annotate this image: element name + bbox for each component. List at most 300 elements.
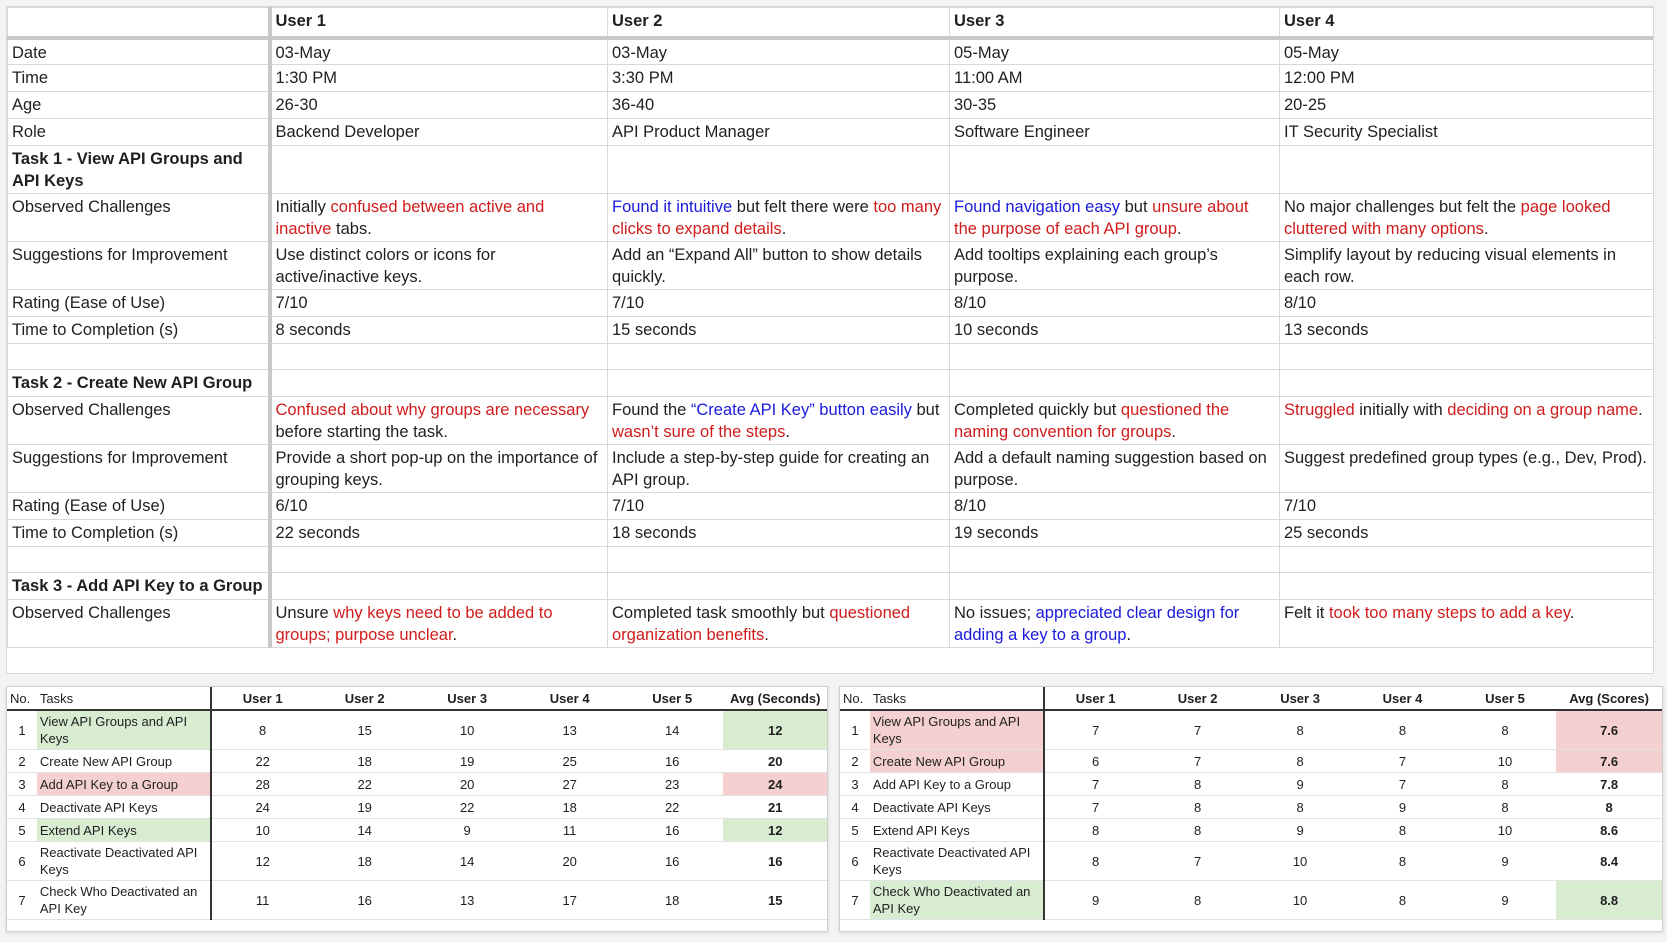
user-value-cell[interactable]: 16 bbox=[621, 750, 724, 773]
usability-sheet[interactable] bbox=[6, 6, 1654, 674]
text-run: initially with bbox=[1354, 401, 1448, 419]
average-cell[interactable]: 24 bbox=[723, 773, 827, 796]
row-label[interactable]: Age bbox=[8, 92, 270, 119]
user-value-cell[interactable]: 19 bbox=[313, 796, 416, 819]
col-user5-header: User 5 bbox=[621, 687, 724, 710]
task-name-cell[interactable]: Create New API Group bbox=[870, 750, 1044, 773]
meta-value[interactable]: Backend Developer bbox=[270, 119, 608, 146]
row-label[interactable]: Time to Completion (s) bbox=[8, 520, 270, 547]
row-number[interactable]: 2 bbox=[7, 750, 37, 773]
col-user5-header: User 5 bbox=[1454, 687, 1556, 710]
suggestion-cell[interactable]: Suggest predefined group types (e.g., Dev, Prod). bbox=[1280, 445, 1654, 493]
text-run: . bbox=[1176, 220, 1182, 238]
user-value-cell[interactable]: 24 bbox=[211, 796, 314, 819]
meta-value[interactable]: Software Engineer bbox=[950, 119, 1280, 146]
user-value-cell[interactable]: 18 bbox=[313, 750, 416, 773]
rating-cell[interactable]: 8/10 bbox=[950, 290, 1280, 317]
average-cell[interactable]: 12 bbox=[723, 710, 827, 750]
user-value-cell[interactable]: 8 bbox=[1351, 710, 1453, 750]
task-name-cell[interactable]: Add API Key to a Group bbox=[870, 773, 1044, 796]
col-tasks-header: Tasks bbox=[870, 687, 1044, 710]
score-summary-panel bbox=[839, 686, 1663, 932]
text-run: tabs. bbox=[331, 220, 372, 238]
user-value-cell[interactable]: 10 bbox=[1249, 881, 1351, 920]
observed-cell[interactable] bbox=[1280, 600, 1654, 648]
text-run: appreciated clear design for adding a key to a group bbox=[954, 604, 1240, 644]
empty-cell[interactable] bbox=[950, 573, 1280, 600]
text-run: Felt it bbox=[1284, 604, 1329, 622]
user-value-cell[interactable]: 8 bbox=[1454, 796, 1556, 819]
summary-row bbox=[840, 881, 1662, 920]
user-value-cell[interactable]: 27 bbox=[518, 773, 621, 796]
time-cell[interactable]: 8 seconds bbox=[270, 317, 608, 344]
summary-row bbox=[840, 750, 1662, 773]
row-label[interactable]: Rating (Ease of Use) bbox=[8, 290, 270, 317]
text-run: . bbox=[764, 626, 769, 644]
text-run: questioned organization benefits bbox=[612, 604, 911, 644]
task-title-row bbox=[8, 573, 1654, 600]
average-cell[interactable]: 20 bbox=[723, 750, 827, 773]
row-label[interactable]: Rating (Ease of Use) bbox=[8, 493, 270, 520]
user-value-cell[interactable]: 11 bbox=[211, 881, 314, 920]
empty-cell[interactable] bbox=[270, 370, 608, 397]
text-run: page looked cluttered with many options bbox=[1284, 198, 1611, 238]
empty-cell[interactable] bbox=[608, 146, 950, 194]
task-name-cell[interactable]: Create New API Group bbox=[37, 750, 211, 773]
observed-cell[interactable] bbox=[950, 194, 1280, 242]
empty-cell[interactable] bbox=[608, 370, 950, 397]
spacer-cell[interactable] bbox=[608, 344, 950, 370]
header-user-1[interactable]: User 1 bbox=[270, 8, 608, 38]
user-value-cell[interactable]: 7 bbox=[1146, 842, 1248, 881]
average-cell[interactable]: 7.8 bbox=[1556, 773, 1662, 796]
task-name-cell[interactable]: Deactivate API Keys bbox=[37, 796, 211, 819]
observed-cell[interactable] bbox=[270, 397, 608, 445]
spacer-row bbox=[8, 344, 1654, 370]
score-summary-table bbox=[840, 687, 1662, 920]
time-row bbox=[8, 520, 1654, 547]
summary-row bbox=[7, 750, 827, 773]
text-run: “Create API Key” button easily bbox=[690, 401, 912, 419]
text-run: but bbox=[911, 401, 940, 419]
rating-cell[interactable]: 7/10 bbox=[270, 290, 608, 317]
user-value-cell[interactable]: 8 bbox=[1146, 819, 1248, 842]
text-run: . bbox=[1638, 401, 1643, 419]
user-value-cell[interactable]: 18 bbox=[313, 842, 416, 881]
spacer-cell[interactable] bbox=[1280, 344, 1654, 370]
text-run: Found it intuitive bbox=[612, 198, 733, 216]
user-value-cell[interactable]: 22 bbox=[416, 796, 519, 819]
row-number[interactable]: 5 bbox=[840, 819, 870, 842]
text-run: Found navigation easy bbox=[954, 198, 1121, 216]
user-value-cell[interactable]: 10 bbox=[416, 710, 519, 750]
user-value-cell[interactable]: 17 bbox=[518, 881, 621, 920]
rating-row bbox=[8, 493, 1654, 520]
user-value-cell[interactable]: 8 bbox=[1351, 819, 1453, 842]
meta-value[interactable]: 12:00 PM bbox=[1280, 65, 1654, 92]
col-user3-header: User 3 bbox=[1249, 687, 1351, 710]
meta-value[interactable]: 26-30 bbox=[270, 92, 608, 119]
observed-row bbox=[8, 600, 1654, 648]
observed-cell[interactable] bbox=[608, 397, 950, 445]
task-title[interactable]: Task 2 - Create New API Group bbox=[8, 370, 270, 397]
spacer-cell[interactable] bbox=[8, 344, 270, 370]
user-value-cell[interactable]: 9 bbox=[1454, 881, 1556, 920]
summary-row bbox=[840, 773, 1662, 796]
user-value-cell[interactable]: 7 bbox=[1146, 750, 1248, 773]
user-value-cell[interactable]: 7 bbox=[1044, 773, 1146, 796]
corner-cell[interactable] bbox=[8, 8, 270, 38]
observed-cell[interactable] bbox=[950, 600, 1280, 648]
user-value-cell[interactable]: 7 bbox=[1351, 750, 1453, 773]
header-user-2[interactable]: User 2 bbox=[608, 8, 950, 38]
suggestion-cell[interactable]: Add tooltips explaining each group’s purpose. bbox=[950, 242, 1280, 290]
user-value-cell[interactable]: 6 bbox=[1044, 750, 1146, 773]
empty-cell[interactable] bbox=[1280, 573, 1654, 600]
user-value-cell[interactable]: 16 bbox=[621, 842, 724, 881]
time-cell[interactable]: 25 seconds bbox=[1280, 520, 1654, 547]
spacer-cell[interactable] bbox=[270, 344, 608, 370]
meta-value[interactable]: 05-May bbox=[1280, 38, 1654, 65]
meta-value[interactable]: 11:00 AM bbox=[950, 65, 1280, 92]
suggestion-cell[interactable]: Include a step-by-step guide for creating an API group. bbox=[608, 445, 950, 493]
row-label[interactable]: Observed Challenges bbox=[8, 397, 270, 445]
user-value-cell[interactable]: 28 bbox=[211, 773, 314, 796]
task-name-cell[interactable]: Check Who Deactivated an API Key bbox=[37, 881, 211, 920]
user-value-cell[interactable]: 7 bbox=[1351, 773, 1453, 796]
summary-row bbox=[840, 710, 1662, 750]
row-number[interactable]: 1 bbox=[7, 710, 37, 750]
rating-cell[interactable]: 7/10 bbox=[1280, 493, 1654, 520]
task-name-cell[interactable]: Reactivate Deactivated API Keys bbox=[870, 842, 1044, 881]
time-cell[interactable]: 15 seconds bbox=[608, 317, 950, 344]
text-run: No issues; bbox=[954, 604, 1036, 622]
col-no-header: No. bbox=[7, 687, 37, 710]
user-value-cell[interactable]: 20 bbox=[416, 773, 519, 796]
user-value-cell[interactable]: 14 bbox=[416, 842, 519, 881]
text-run: took too many steps to add a key bbox=[1328, 604, 1570, 622]
row-number[interactable]: 2 bbox=[840, 750, 870, 773]
empty-cell[interactable] bbox=[608, 573, 950, 600]
suggestion-cell[interactable]: Add a default naming suggestion based on purpose. bbox=[950, 445, 1280, 493]
text-run: Initially bbox=[275, 198, 331, 216]
row-label[interactable]: Suggestions for Improvement bbox=[8, 445, 270, 493]
task-name-cell[interactable]: Deactivate API Keys bbox=[870, 796, 1044, 819]
task-name-cell[interactable]: Check Who Deactivated an API Key bbox=[870, 881, 1044, 920]
average-cell[interactable]: 12 bbox=[723, 819, 827, 842]
rating-cell[interactable]: 7/10 bbox=[608, 290, 950, 317]
time-cell[interactable]: 18 seconds bbox=[608, 520, 950, 547]
task-name-cell[interactable]: View API Groups and API Keys bbox=[870, 710, 1044, 750]
row-number[interactable]: 4 bbox=[840, 796, 870, 819]
user-value-cell[interactable]: 16 bbox=[313, 881, 416, 920]
text-run: but bbox=[1120, 198, 1153, 216]
observed-row bbox=[8, 397, 1654, 445]
meta-row-time bbox=[8, 65, 1654, 92]
time-cell[interactable]: 19 seconds bbox=[950, 520, 1280, 547]
task-name-cell[interactable]: Add API Key to a Group bbox=[37, 773, 211, 796]
user-value-cell[interactable]: 22 bbox=[621, 796, 724, 819]
score-header-row bbox=[840, 687, 1662, 710]
user-value-cell[interactable]: 15 bbox=[313, 710, 416, 750]
meta-value[interactable]: API Product Manager bbox=[608, 119, 950, 146]
rating-cell[interactable]: 6/10 bbox=[270, 493, 608, 520]
spacer-cell[interactable] bbox=[270, 547, 608, 573]
user-value-cell[interactable]: 8 bbox=[211, 710, 314, 750]
user-value-cell[interactable]: 9 bbox=[416, 819, 519, 842]
user-value-cell[interactable]: 22 bbox=[211, 750, 314, 773]
user-value-cell[interactable]: 9 bbox=[1249, 773, 1351, 796]
summary-row bbox=[840, 796, 1662, 819]
user-value-cell[interactable]: 9 bbox=[1249, 819, 1351, 842]
meta-value[interactable]: 05-May bbox=[950, 38, 1280, 65]
average-cell[interactable]: 21 bbox=[723, 796, 827, 819]
row-number[interactable]: 6 bbox=[7, 842, 37, 881]
usability-grid bbox=[7, 7, 1654, 648]
summary-row bbox=[7, 796, 827, 819]
meta-value[interactable]: IT Security Specialist bbox=[1280, 119, 1654, 146]
task-title[interactable]: Task 3 - Add API Key to a Group bbox=[8, 573, 270, 600]
user-value-cell[interactable]: 8 bbox=[1454, 773, 1556, 796]
text-run: wasn’t sure of the steps bbox=[612, 423, 786, 441]
meta-value[interactable]: 03-May bbox=[270, 38, 608, 65]
spacer-cell[interactable] bbox=[950, 344, 1280, 370]
meta-row-age bbox=[8, 92, 1654, 119]
user-value-cell[interactable]: 11 bbox=[518, 819, 621, 842]
text-run: Found the bbox=[612, 401, 691, 419]
user-value-cell[interactable]: 7 bbox=[1044, 796, 1146, 819]
time-row bbox=[8, 317, 1654, 344]
user-value-cell[interactable]: 8 bbox=[1454, 710, 1556, 750]
summary-row bbox=[7, 773, 827, 796]
observed-cell[interactable] bbox=[270, 600, 608, 648]
observed-cell[interactable] bbox=[1280, 194, 1654, 242]
task-title-row bbox=[8, 146, 1654, 194]
time-summary-panel bbox=[6, 686, 828, 932]
user-value-cell[interactable]: 8 bbox=[1146, 881, 1248, 920]
text-run: Unsure bbox=[275, 604, 334, 622]
user-value-cell[interactable]: 9 bbox=[1044, 881, 1146, 920]
text-run: Struggled bbox=[1284, 401, 1355, 419]
average-cell[interactable]: 7.6 bbox=[1556, 750, 1662, 773]
user-value-cell[interactable]: 22 bbox=[313, 773, 416, 796]
rating-cell[interactable]: 8/10 bbox=[1280, 290, 1654, 317]
text-run: . bbox=[1483, 220, 1489, 238]
average-cell[interactable]: 7.6 bbox=[1556, 710, 1662, 750]
user-value-cell[interactable]: 8 bbox=[1351, 881, 1453, 920]
meta-value[interactable]: 3:30 PM bbox=[608, 65, 950, 92]
user-value-cell[interactable]: 18 bbox=[518, 796, 621, 819]
suggestion-cell[interactable]: Add an “Expand All” button to show details quickly. bbox=[608, 242, 950, 290]
user-value-cell[interactable]: 8 bbox=[1249, 750, 1351, 773]
summary-row bbox=[7, 881, 827, 920]
row-label[interactable]: Observed Challenges bbox=[8, 194, 270, 242]
task-title[interactable]: Task 1 - View API Groups and API Keys bbox=[8, 146, 270, 194]
suggestion-cell[interactable]: Provide a short pop-up on the importance of grouping keys. bbox=[270, 445, 608, 493]
col-tasks-header: Tasks bbox=[37, 687, 211, 710]
col-user1-header: User 1 bbox=[1044, 687, 1146, 710]
user-value-cell[interactable]: 10 bbox=[1454, 819, 1556, 842]
col-user4-header: User 4 bbox=[1351, 687, 1453, 710]
text-run: too many clicks to expand details bbox=[612, 198, 942, 238]
empty-cell[interactable] bbox=[270, 573, 608, 600]
user-value-cell[interactable]: 8 bbox=[1351, 842, 1453, 881]
row-label[interactable]: Time to Completion (s) bbox=[8, 317, 270, 344]
summary-row bbox=[840, 842, 1662, 881]
header-row bbox=[8, 8, 1654, 38]
average-cell[interactable]: 8.8 bbox=[1556, 881, 1662, 920]
observed-cell[interactable] bbox=[270, 194, 608, 242]
observed-cell[interactable] bbox=[1280, 397, 1654, 445]
row-number[interactable]: 6 bbox=[840, 842, 870, 881]
average-cell[interactable]: 16 bbox=[723, 842, 827, 881]
user-value-cell[interactable]: 19 bbox=[416, 750, 519, 773]
user-value-cell[interactable]: 23 bbox=[621, 773, 724, 796]
user-value-cell[interactable]: 16 bbox=[621, 819, 724, 842]
meta-value[interactable]: 20-25 bbox=[1280, 92, 1654, 119]
average-cell[interactable]: 8.6 bbox=[1556, 819, 1662, 842]
text-run: deciding on a group name bbox=[1447, 401, 1639, 419]
user-value-cell[interactable]: 8 bbox=[1044, 842, 1146, 881]
col-user1-header: User 1 bbox=[211, 687, 314, 710]
row-label[interactable]: Role bbox=[8, 119, 270, 146]
task-name-cell[interactable]: Reactivate Deactivated API Keys bbox=[37, 842, 211, 881]
user-value-cell[interactable]: 10 bbox=[211, 819, 314, 842]
time-cell[interactable]: 22 seconds bbox=[270, 520, 608, 547]
task-name-cell[interactable]: Extend API Keys bbox=[870, 819, 1044, 842]
summary-row bbox=[7, 710, 827, 750]
summary-row bbox=[7, 819, 827, 842]
user-value-cell[interactable]: 8 bbox=[1146, 796, 1248, 819]
row-number[interactable]: 3 bbox=[7, 773, 37, 796]
col-user3-header: User 3 bbox=[416, 687, 519, 710]
col-avg-header: Avg (Seconds) bbox=[723, 687, 827, 710]
text-run: . bbox=[1569, 604, 1575, 622]
text-run: before starting the task. bbox=[275, 423, 448, 441]
user-value-cell[interactable]: 12 bbox=[211, 842, 314, 881]
average-cell[interactable]: 15 bbox=[723, 881, 827, 920]
text-run: Completed quickly but bbox=[954, 401, 1121, 419]
spacer-cell[interactable] bbox=[950, 547, 1280, 573]
observed-cell[interactable] bbox=[950, 397, 1280, 445]
suggestions-row bbox=[8, 445, 1654, 493]
meta-value[interactable]: 03-May bbox=[608, 38, 950, 65]
text-run: . bbox=[781, 220, 787, 238]
empty-cell[interactable] bbox=[950, 370, 1280, 397]
text-run: . bbox=[785, 423, 790, 441]
user-value-cell[interactable]: 18 bbox=[621, 881, 724, 920]
observed-cell[interactable] bbox=[608, 600, 950, 648]
col-user2-header: User 2 bbox=[1146, 687, 1248, 710]
row-number[interactable]: 4 bbox=[7, 796, 37, 819]
text-run: No major challenges but felt the bbox=[1284, 198, 1521, 216]
text-run: unsure about the purpose of each API group bbox=[954, 198, 1249, 238]
row-number[interactable]: 3 bbox=[840, 773, 870, 796]
empty-cell[interactable] bbox=[1280, 146, 1654, 194]
spacer-row bbox=[8, 547, 1654, 573]
row-number[interactable]: 7 bbox=[7, 881, 37, 920]
user-value-cell[interactable]: 14 bbox=[621, 710, 724, 750]
user-value-cell[interactable]: 10 bbox=[1249, 842, 1351, 881]
user-value-cell[interactable]: 7 bbox=[1146, 710, 1248, 750]
user-value-cell[interactable]: 9 bbox=[1351, 796, 1453, 819]
meta-value[interactable]: 30-35 bbox=[950, 92, 1280, 119]
empty-cell[interactable] bbox=[950, 146, 1280, 194]
meta-row-date bbox=[8, 38, 1654, 65]
header-user-3[interactable]: User 3 bbox=[950, 8, 1280, 38]
spacer-cell[interactable] bbox=[1280, 547, 1654, 573]
row-number[interactable]: 7 bbox=[840, 881, 870, 920]
text-run: why keys need to be added to groups; purpose unclear bbox=[275, 604, 553, 644]
row-number[interactable]: 5 bbox=[7, 819, 37, 842]
user-value-cell[interactable]: 8 bbox=[1249, 796, 1351, 819]
text-run: . bbox=[1126, 626, 1132, 644]
col-user4-header: User 4 bbox=[518, 687, 621, 710]
time-header-row bbox=[7, 687, 827, 710]
task-name-cell[interactable]: Extend API Keys bbox=[37, 819, 211, 842]
col-avg-header: Avg (Scores) bbox=[1556, 687, 1662, 710]
header-user-4[interactable]: User 4 bbox=[1280, 8, 1654, 38]
text-run: Completed task smoothly but bbox=[612, 604, 830, 622]
user-value-cell[interactable]: 25 bbox=[518, 750, 621, 773]
row-label[interactable]: Date bbox=[8, 38, 270, 65]
task-name-cell[interactable]: View API Groups and API Keys bbox=[37, 710, 211, 750]
meta-value[interactable]: 1:30 PM bbox=[270, 65, 608, 92]
time-cell[interactable]: 13 seconds bbox=[1280, 317, 1654, 344]
user-value-cell[interactable]: 14 bbox=[313, 819, 416, 842]
meta-row-role bbox=[8, 119, 1654, 146]
rating-cell[interactable]: 7/10 bbox=[608, 493, 950, 520]
user-value-cell[interactable]: 9 bbox=[1454, 842, 1556, 881]
observed-cell[interactable] bbox=[608, 194, 950, 242]
suggestions-row bbox=[8, 242, 1654, 290]
suggestion-cell[interactable]: Use distinct colors or icons for active/inactive keys. bbox=[270, 242, 608, 290]
average-cell[interactable]: 8.4 bbox=[1556, 842, 1662, 881]
row-number[interactable]: 1 bbox=[840, 710, 870, 750]
user-value-cell[interactable]: 20 bbox=[518, 842, 621, 881]
user-value-cell[interactable]: 10 bbox=[1454, 750, 1556, 773]
average-cell[interactable]: 8 bbox=[1556, 796, 1662, 819]
empty-cell[interactable] bbox=[1280, 370, 1654, 397]
user-value-cell[interactable]: 8 bbox=[1044, 819, 1146, 842]
user-value-cell[interactable]: 8 bbox=[1146, 773, 1248, 796]
text-run: questioned the naming convention for groups bbox=[954, 401, 1230, 441]
row-label[interactable]: Time bbox=[8, 65, 270, 92]
text-run: Confused about why groups are necessary bbox=[275, 401, 590, 419]
col-user2-header: User 2 bbox=[313, 687, 416, 710]
observed-row bbox=[8, 194, 1654, 242]
user-value-cell[interactable]: 13 bbox=[518, 710, 621, 750]
user-value-cell[interactable]: 8 bbox=[1249, 710, 1351, 750]
text-run: . bbox=[1171, 423, 1176, 441]
text-run: confused between active and inactive bbox=[275, 198, 545, 238]
rating-cell[interactable]: 8/10 bbox=[950, 493, 1280, 520]
user-value-cell[interactable]: 13 bbox=[416, 881, 519, 920]
spacer-cell[interactable] bbox=[608, 547, 950, 573]
row-label[interactable]: Observed Challenges bbox=[8, 600, 270, 648]
meta-value[interactable]: 36-40 bbox=[608, 92, 950, 119]
time-cell[interactable]: 10 seconds bbox=[950, 317, 1280, 344]
user-value-cell[interactable]: 7 bbox=[1044, 710, 1146, 750]
time-summary-table bbox=[7, 687, 827, 920]
summary-row bbox=[7, 842, 827, 881]
spacer-cell[interactable] bbox=[8, 547, 270, 573]
suggestion-cell[interactable]: Simplify layout by reducing visual elements in each row. bbox=[1280, 242, 1654, 290]
text-run: . bbox=[452, 626, 458, 644]
row-label[interactable]: Suggestions for Improvement bbox=[8, 242, 270, 290]
empty-cell[interactable] bbox=[270, 146, 608, 194]
text-run: but felt there were bbox=[732, 198, 874, 216]
